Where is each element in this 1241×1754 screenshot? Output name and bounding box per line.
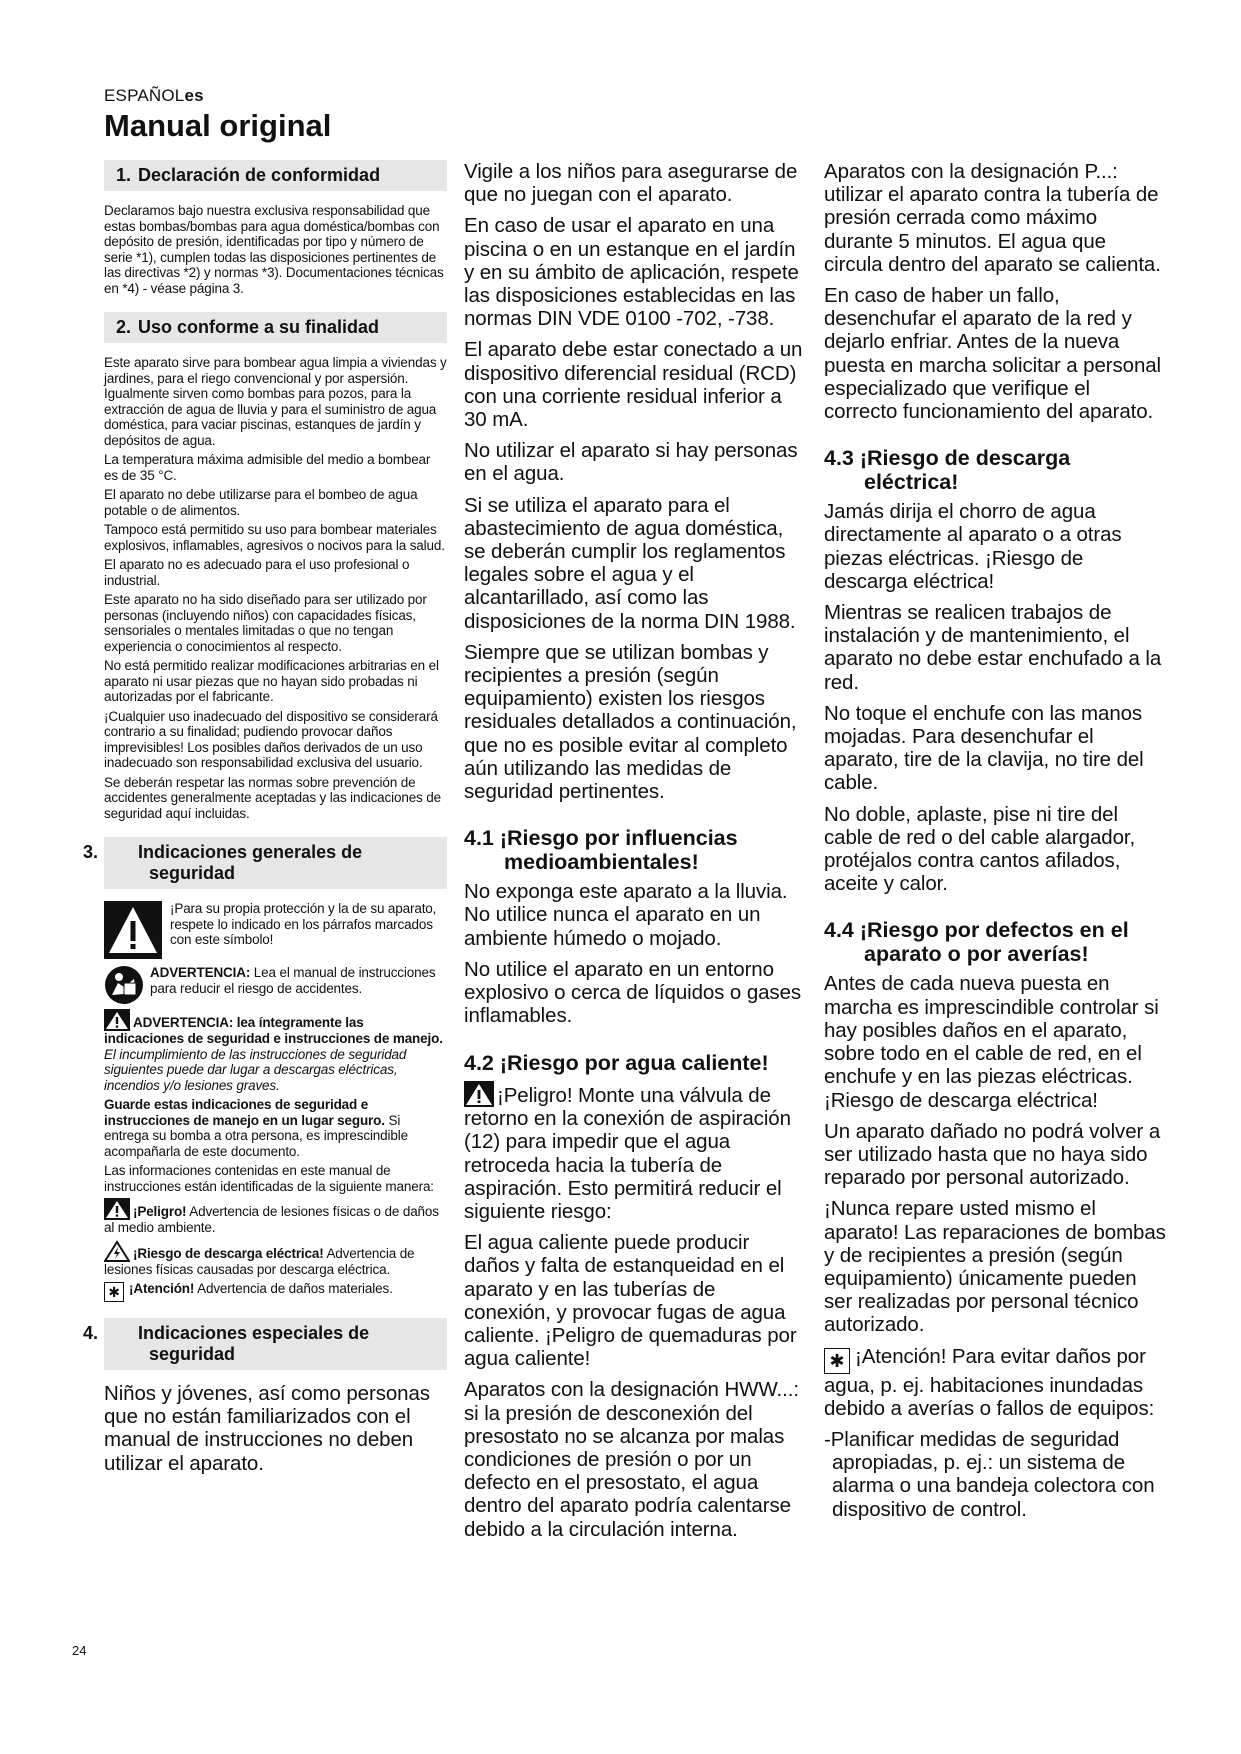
paragraph: La temperatura máxima admisible del medio a bombear es de 35 °C. — [104, 452, 431, 483]
column-1 — [83, 160, 447, 1483]
paragraph: Tampoco está permitido su uso para bombear materiales explosivos, inflamables, agresivos o nocivos para la salud. — [104, 522, 445, 553]
paragraph: Este aparato no ha sido diseñado para ser utilizado por personas (incluyendo niños) con capacidades físicas, sensoriales o mentales limitadas o que no tengan experiencia o conocimientos al respecto. — [104, 592, 427, 654]
paragraph: No exponga este aparato a la lluvia. No utilice nunca el aparato en un ambiente húmedo o mojado. — [464, 880, 788, 950]
paragraph: Un aparato dañado no podrá volver a ser utilizado hasta que no haya sido reparado por personal autorizado. — [824, 1119, 1161, 1190]
paragraph: Niños y jóvenes, así como personas que no están familiarizados con el manual de instrucciones no deben utilizar el aparato. — [104, 1382, 430, 1475]
heading-4-2: 4.2 ¡Riesgo por agua caliente! — [464, 1050, 769, 1075]
column-3 — [824, 160, 1167, 1529]
warning-symbol-icon — [104, 901, 162, 959]
paragraph: Guarde estas indicaciones de seguridad e instrucciones de manejo en un lugar seguro. Si entrega su bomba a otra persona, es imprescindible acompañarla de este documento. — [104, 1097, 408, 1159]
section-heading-2: 2. Uso conforme a su finalidad — [104, 312, 447, 343]
paragraph: Declaramos bajo nuestra exclusiva responsabilidad que estas bombas/bombas para agua doméstica/bombas con depósito de presión, identificadas por tipo y número de serie *1), cumplen todas las disposiciones pertinentes de las directivas *2) y normas *3). Documentaciones técnicas en *4) - véase página 3. — [104, 203, 444, 296]
heading-4-4: 4.4 ¡Riesgo por defectos en el aparato o por averías! — [824, 918, 1129, 966]
safety-symbol-row — [104, 901, 447, 959]
page-title: Manual original — [104, 108, 332, 143]
read-manual-row: ADVERTENCIA: Lea el manual de instrucciones para reducir el riesgo de accidentes. — [104, 965, 447, 1005]
language-label: ESPAÑOLes — [104, 86, 204, 105]
warning-triangle-icon — [104, 1009, 130, 1031]
paragraph: Aparatos con la designación HWW...: si la presión de desconexión del presostato no se alcanza por malas condiciones de presión o por un defecto en el presostato, el agua dentro del aparato podría calentarse debido a la circulación interna. — [464, 1378, 799, 1541]
paragraph: ¡Nunca repare usted mismo el aparato! Las reparaciones de bombas y de recipientes a presión (según equipamiento) únicamente pueden ser realizadas por personal técnico autorizado. — [824, 1197, 1166, 1337]
legend-electric: ¡Riesgo de descarga eléctrica! Advertencia de lesiones físicas causadas por descarga eléctrica. — [104, 1240, 447, 1278]
warning-read-all: ADVERTENCIA: lea íntegramente las indicaciones de seguridad e instrucciones de manejo. El incumplimiento de las instrucciones de seguridad siguientes puede dar lugar a descargas eléctricas, incendios y/o lesiones graves. — [104, 1009, 447, 1093]
section-heading-1: 1. Declaración de conformidad — [104, 160, 447, 191]
paragraph: El aparato no debe utilizarse para el bombeo de agua potable o de alimentos. — [104, 487, 418, 518]
list-item: -Planificar medidas de seguridad apropiadas, p. ej.: un sistema de alarma o una bandeja colectora con dispositivo de control. — [824, 1427, 1155, 1521]
paragraph: Siempre que se utilizan bombas y recipientes a presión (según equipamiento) existen los riesgos residuales detallados a continuación, que no es posible evitar al completo aún utilizando las medidas de seguridad pertinentes. — [464, 640, 797, 804]
paragraph: Este aparato sirve para bombear agua limpia a viviendas y jardines, para el riego convencional y por aspersión. Igualmente sirven como bombas para pozos, para la extracción de agua de lluvia y para el suministro de agua doméstica, para vaciar piscinas, estanques de jardín y depósitos de agua. — [104, 355, 447, 448]
paragraph: El aparato no es adecuado para el uso profesional o industrial. — [104, 557, 410, 588]
paragraph: No está permitido realizar modificaciones arbitrarias en el aparato ni usar piezas que no hayan sido probadas ni autorizadas por el fabricante. — [104, 658, 439, 704]
paragraph: No utilice el aparato en un entorno explosivo o cerca de líquidos o gases inflamables. — [464, 957, 802, 1028]
paragraph: Vigile a los niños para asegurarse de que no juegan con el aparato. — [464, 160, 798, 207]
heading-4-3: 4.3 ¡Riesgo de descarga eléctrica! — [824, 446, 1071, 494]
danger-triangle-icon — [464, 1081, 494, 1107]
attention-icon: ✱ — [824, 1348, 850, 1374]
paragraph: Aparatos con la designación P...: utilizar el aparato contra la tubería de presión cerrada como máximo durante 5 minutos. El agua que circula dentro del aparato se calienta. — [824, 160, 1161, 276]
danger-paragraph: ¡Peligro! Monte una válvula de retorno en la conexión de aspiración (12) para impedir que el agua retroceda hacia la tubería de aspiración. Esto permitirá reducir el siguiente riesgo: — [464, 1081, 807, 1223]
paragraph: En caso de haber un fallo, desenchufar el aparato de la red y dejarlo enfriar. Antes de la nueva puesta en marcha solicitar a personal especializado que verifique el correcto funcionamiento del aparato. — [824, 284, 1162, 424]
page-number: 24 — [72, 1643, 87, 1658]
paragraph: Se deberán respetar las normas sobre prevención de accidentes generalmente aceptadas y las indicaciones de seguridad aquí incluidas. — [104, 774, 441, 821]
read-manual-icon — [104, 965, 144, 1005]
legend-attention: ✱ ¡Atención! Advertencia de daños materiales. — [104, 1281, 447, 1302]
paragraph: El aparato debe estar conectado a un dispositivo diferencial residual (RCD) con una corriente residual inferior a 30 mA. — [464, 338, 803, 432]
paragraph: El agua caliente puede producir daños y falta de estanqueidad en el aparato y en las tuberías de conexión, y provocar fugas de agua caliente. ¡Peligro de quemaduras por agua caliente! — [464, 1231, 797, 1371]
paragraph: No utilizar el aparato si hay personas en el agua. — [464, 439, 798, 486]
paragraph: Antes de cada nueva puesta en marcha es imprescindible controlar si hay posibles daños en el aparato, sobre todo en el cable de red, en el enchufe y en las piezas eléctricas. ¡Riesgo de descarga eléctrica! — [824, 972, 1159, 1112]
paragraph: En caso de usar el aparato en una piscina o en un estanque en el jardín y en su ámbito de aplicación, respete las disposiciones establecidas en las normas DIN VDE 0100 -702, -738. — [464, 214, 799, 331]
section-heading-4: 4. Indicaciones especiales de seguridad — [104, 1318, 447, 1370]
paragraph: No doble, aplaste, pise ni tire del cable de red o del cable alargador, protéjalos contra cantos afilados, aceite y calor. — [824, 802, 1136, 896]
paragraph: Las informaciones contenidas en este manual de instrucciones están identificadas de la siguiente manera: — [104, 1163, 434, 1194]
attention-paragraph: ✱ ¡Atención! Para evitar daños por agua, p. ej. habitaciones inundadas debido a averías o fallos de equipos: — [824, 1344, 1155, 1420]
section-heading-3: 3. Indicaciones generales de seguridad — [104, 837, 447, 889]
attention-icon: ✱ — [104, 1282, 124, 1302]
danger-triangle-icon — [104, 1198, 130, 1220]
paragraph: Si se utiliza el aparato para el abastecimiento de agua doméstica, se deberán cumplir los reglamentos legales sobre el agua y el alcantarillado, así como las disposiciones de la norma DIN 1988. — [464, 493, 796, 633]
paragraph: Mientras se realicen trabajos de instalación y de mantenimiento, el aparato no debe estar enchufado a la red. — [824, 601, 1162, 694]
legend-danger: ¡Peligro! Advertencia de lesiones físicas o de daños al medio ambiente. — [104, 1198, 447, 1236]
paragraph: No toque el enchufe con las manos mojadas. Para desenchufar el aparato, tire de la clavija, no tire del cable. — [824, 701, 1144, 795]
safety-symbol-text: ¡Para su propia protección y la de su aparato, respete lo indicado en los párrafos marcados con este símbolo! — [170, 901, 437, 947]
heading-4-1: 4.1 ¡Riesgo por influencias medioambientales! — [464, 826, 738, 874]
electric-shock-icon — [104, 1240, 130, 1262]
paragraph: Jamás dirija el chorro de agua directamente al aparato o a otras piezas eléctricas. ¡Riesgo de descarga eléctrica! — [824, 500, 1122, 593]
paragraph: ¡Cualquier uso inadecuado del dispositivo se considerará contrario a su finalidad; pudiendo provocar daños imprevisibles! Los posibles daños derivados de un uso inadecuado son responsabilidad exclusiva del usuario. — [104, 708, 438, 770]
column-2 — [464, 160, 807, 1549]
